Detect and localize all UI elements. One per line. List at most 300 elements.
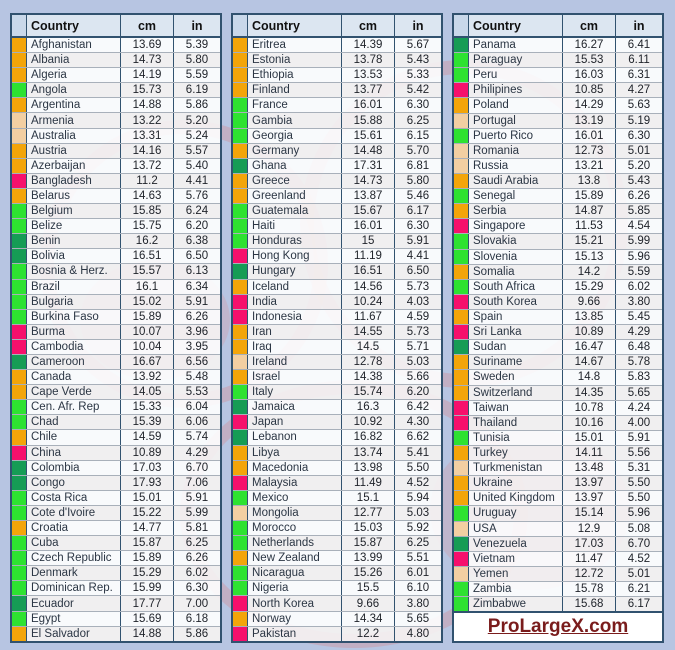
color-swatch — [454, 401, 469, 415]
cm-value-cell: 15.01 — [562, 431, 615, 445]
table-rows — [12, 38, 220, 641]
table-row — [233, 38, 441, 53]
table-row — [233, 385, 441, 400]
color-swatch — [233, 596, 248, 610]
cm-value-cell: 15.88 — [341, 113, 394, 127]
cm-value-cell: 15.73 — [120, 83, 173, 97]
color-swatch — [233, 159, 248, 173]
color-swatch — [233, 234, 248, 248]
cm-value-cell: 11.47 — [562, 552, 615, 566]
in-value-cell: 6.50 — [394, 264, 441, 278]
color-swatch — [233, 98, 248, 112]
table-row — [233, 53, 441, 68]
color-swatch — [233, 189, 248, 203]
cm-column-header: cm — [341, 15, 394, 36]
cm-value-cell: 14.35 — [562, 386, 615, 400]
cm-value-cell: 16.01 — [562, 129, 615, 143]
table-row — [12, 83, 220, 98]
in-value-cell: 5.63 — [615, 98, 662, 112]
in-value-cell: 5.91 — [173, 295, 220, 309]
in-value-cell: 6.24 — [173, 204, 220, 218]
color-swatch — [233, 385, 248, 399]
in-value-cell: 6.10 — [394, 581, 441, 595]
table-row — [454, 159, 662, 174]
color-swatch — [454, 552, 469, 566]
table-row — [12, 521, 220, 536]
color-swatch — [233, 113, 248, 127]
color-swatch — [12, 506, 27, 520]
table-row — [233, 370, 441, 385]
color-swatch — [454, 537, 469, 551]
cm-value-cell: 12.77 — [341, 506, 394, 520]
table-row — [12, 461, 220, 476]
cm-value-cell: 11.53 — [562, 219, 615, 233]
in-value-cell: 5.57 — [173, 144, 220, 158]
table-row — [233, 340, 441, 355]
country-cell: Malaysia — [252, 476, 298, 489]
country-cell: Estonia — [252, 54, 291, 67]
color-swatch — [454, 476, 469, 490]
country-cell: Benin — [31, 235, 61, 248]
country-cell: Egypt — [31, 612, 61, 625]
cm-value-cell: 15.03 — [341, 521, 394, 535]
table-row — [233, 219, 441, 234]
country-cell: Singapore — [473, 220, 526, 233]
table-row — [454, 386, 662, 401]
color-swatch — [233, 521, 248, 535]
in-value-cell: 5.66 — [394, 370, 441, 384]
table-row — [12, 612, 220, 627]
color-swatch — [12, 295, 27, 309]
cm-value-cell: 15.01 — [120, 491, 173, 505]
cm-value-cell: 13.99 — [341, 551, 394, 565]
cm-value-cell: 12.72 — [562, 567, 615, 581]
cm-value-cell: 13.72 — [120, 159, 173, 173]
cm-value-cell: 13.22 — [120, 113, 173, 127]
cm-value-cell: 17.77 — [120, 596, 173, 610]
country-cell: Chad — [31, 416, 59, 429]
in-value-cell: 5.78 — [615, 355, 662, 369]
table-row — [12, 551, 220, 566]
in-value-cell: 5.73 — [394, 325, 441, 339]
color-swatch — [454, 506, 469, 520]
in-value-cell: 5.80 — [173, 53, 220, 67]
country-cell: Austria — [31, 144, 67, 157]
country-table-1 — [10, 13, 222, 643]
color-swatch — [12, 219, 27, 233]
cm-value-cell: 15.57 — [120, 264, 173, 278]
table-row — [12, 38, 220, 53]
table-row — [454, 537, 662, 552]
country-cell: Afghanistan — [31, 39, 92, 52]
country-cell: Cambodia — [31, 340, 84, 353]
country-cell: Cape Verde — [31, 386, 92, 399]
cm-value-cell: 9.66 — [562, 295, 615, 309]
color-swatch — [12, 83, 27, 97]
table-row — [233, 506, 441, 521]
in-value-cell: 5.01 — [615, 144, 662, 158]
cm-value-cell: 13.8 — [562, 174, 615, 188]
in-value-cell: 5.83 — [615, 370, 662, 384]
country-cell: Haiti — [252, 220, 276, 233]
country-size-tables — [10, 13, 664, 643]
table-row — [12, 430, 220, 445]
country-cell: Lebanon — [252, 431, 297, 444]
color-swatch — [12, 581, 27, 595]
cm-value-cell: 16.67 — [120, 355, 173, 369]
in-value-cell: 6.70 — [173, 461, 220, 475]
table-row — [454, 431, 662, 446]
color-swatch — [233, 264, 248, 278]
cm-value-cell: 14.88 — [120, 98, 173, 112]
table-row — [454, 325, 662, 340]
cm-value-cell: 15.87 — [341, 536, 394, 550]
country-cell: Philipines — [473, 84, 523, 97]
table-row — [454, 416, 662, 431]
country-cell: Iraq — [252, 340, 272, 353]
color-swatch — [233, 219, 248, 233]
table-row — [454, 234, 662, 249]
cm-value-cell: 10.89 — [120, 446, 173, 460]
in-value-cell: 5.03 — [394, 355, 441, 369]
cm-value-cell: 14.34 — [341, 612, 394, 626]
color-swatch — [233, 280, 248, 294]
color-swatch — [454, 386, 469, 400]
table-row — [454, 340, 662, 355]
table-row — [233, 295, 441, 310]
cm-value-cell: 14.16 — [120, 144, 173, 158]
in-value-cell: 5.56 — [615, 446, 662, 460]
in-value-cell: 5.96 — [615, 506, 662, 520]
country-cell: Sudan — [473, 341, 507, 354]
table-row — [233, 234, 441, 249]
color-swatch — [233, 400, 248, 414]
cm-value-cell: 14.05 — [120, 385, 173, 399]
cm-value-cell: 15.69 — [120, 612, 173, 626]
table-row — [454, 461, 662, 476]
cm-value-cell: 17.31 — [341, 159, 394, 173]
country-cell: Dominican Rep. — [31, 582, 113, 595]
country-cell: Senegal — [473, 190, 516, 203]
country-cell: Venezuela — [473, 537, 527, 550]
country-cell: Bangladesh — [31, 174, 92, 187]
in-value-cell: 6.26 — [173, 310, 220, 324]
in-value-cell: 6.20 — [173, 219, 220, 233]
in-value-cell: 6.30 — [394, 98, 441, 112]
cm-value-cell: 15.53 — [562, 53, 615, 67]
color-swatch — [233, 627, 248, 641]
in-value-cell: 5.45 — [615, 310, 662, 324]
cm-value-cell: 15 — [341, 234, 394, 248]
color-swatch — [454, 98, 469, 112]
in-value-cell: 5.43 — [615, 174, 662, 188]
table-row — [12, 581, 220, 596]
in-value-cell: 4.52 — [615, 552, 662, 566]
in-value-cell: 3.96 — [173, 325, 220, 339]
color-swatch — [233, 355, 248, 369]
country-cell: Turkmenistan — [473, 462, 543, 475]
cm-value-cell: 10.07 — [120, 325, 173, 339]
cm-value-cell: 15.74 — [341, 385, 394, 399]
table-row — [233, 566, 441, 581]
country-table-3 — [452, 13, 664, 643]
country-cell: Poland — [473, 99, 509, 112]
color-swatch — [12, 521, 27, 535]
in-value-cell: 6.11 — [615, 53, 662, 67]
table-row — [454, 506, 662, 521]
country-cell: Costa Rica — [31, 491, 88, 504]
country-cell: Canada — [31, 371, 72, 384]
color-swatch — [233, 295, 248, 309]
in-value-cell: 5.85 — [615, 204, 662, 218]
cm-value-cell: 13.74 — [341, 446, 394, 460]
in-value-cell: 4.24 — [615, 401, 662, 415]
site-link-cell[interactable] — [454, 611, 662, 641]
color-swatch — [12, 113, 27, 127]
country-column-header: Country — [31, 18, 79, 33]
table-row — [12, 98, 220, 113]
country-cell: Georgia — [252, 129, 293, 142]
table-row — [12, 280, 220, 295]
cm-value-cell: 16.3 — [341, 400, 394, 414]
table-row — [12, 295, 220, 310]
color-swatch — [454, 340, 469, 354]
country-column-header: Country — [252, 18, 300, 33]
cm-value-cell: 16.27 — [562, 38, 615, 52]
cm-value-cell: 13.97 — [562, 476, 615, 490]
color-swatch — [12, 234, 27, 248]
color-swatch — [233, 38, 248, 52]
color-swatch — [12, 310, 27, 324]
in-value-cell: 4.41 — [394, 249, 441, 263]
color-swatch — [12, 264, 27, 278]
country-cell: Japan — [252, 416, 284, 429]
color-swatch — [233, 204, 248, 218]
in-value-cell: 5.08 — [615, 522, 662, 536]
in-value-cell: 5.65 — [394, 612, 441, 626]
in-value-cell: 4.03 — [394, 295, 441, 309]
country-cell: Libya — [252, 446, 280, 459]
table-row — [233, 174, 441, 189]
country-cell: Australia — [31, 129, 76, 142]
table-row — [233, 280, 441, 295]
cm-value-cell: 14.55 — [341, 325, 394, 339]
cm-value-cell: 10.78 — [562, 401, 615, 415]
country-cell: Saudi Arabia — [473, 175, 539, 188]
country-cell: Honduras — [252, 235, 302, 248]
table-row — [233, 68, 441, 83]
color-swatch — [454, 204, 469, 218]
table-row — [12, 446, 220, 461]
country-cell: Italy — [252, 386, 274, 399]
country-cell: Burkina Faso — [31, 310, 99, 323]
in-value-cell: 5.86 — [173, 98, 220, 112]
table-row — [454, 370, 662, 385]
in-value-cell: 6.17 — [615, 597, 662, 611]
country-cell: North Korea — [252, 597, 315, 610]
in-value-cell: 5.86 — [173, 627, 220, 641]
in-column-header: in — [615, 15, 662, 36]
in-value-cell: 5.59 — [173, 68, 220, 82]
color-swatch — [12, 385, 27, 399]
country-cell: Netherlands — [252, 537, 315, 550]
cm-value-cell: 11.67 — [341, 310, 394, 324]
color-swatch — [454, 597, 469, 611]
color-swatch — [454, 219, 469, 233]
table-row — [454, 250, 662, 265]
in-value-cell: 6.20 — [394, 385, 441, 399]
in-value-cell: 5.50 — [615, 491, 662, 505]
country-cell: Slovenia — [473, 250, 518, 263]
in-value-cell: 6.21 — [615, 582, 662, 596]
table-row — [454, 355, 662, 370]
country-cell: Belize — [31, 220, 63, 233]
country-cell: Vietnam — [473, 552, 515, 565]
table-row — [454, 129, 662, 144]
country-cell: Slovakia — [473, 235, 517, 248]
cm-value-cell: 9.66 — [341, 596, 394, 610]
table-row — [12, 113, 220, 128]
table-row — [454, 552, 662, 567]
country-cell: Ethiopia — [252, 69, 294, 82]
cm-value-cell: 14.8 — [562, 370, 615, 384]
in-value-cell: 4.30 — [394, 415, 441, 429]
in-value-cell: 6.25 — [394, 536, 441, 550]
country-cell: Eritrea — [252, 39, 286, 52]
table-row — [233, 461, 441, 476]
cm-column-header: cm — [120, 15, 173, 36]
in-value-cell: 5.99 — [173, 506, 220, 520]
color-swatch — [233, 325, 248, 339]
cm-value-cell: 15.22 — [120, 506, 173, 520]
table-row — [12, 174, 220, 189]
in-value-cell: 4.52 — [394, 476, 441, 490]
table-row — [454, 401, 662, 416]
country-cell: Colombia — [31, 461, 80, 474]
table-row — [12, 627, 220, 641]
site-link[interactable]: ProLargeX.com — [487, 616, 629, 637]
table-row — [454, 219, 662, 234]
color-swatch — [233, 310, 248, 324]
in-value-cell: 5.24 — [173, 129, 220, 143]
color-swatch — [454, 522, 469, 536]
table-row — [454, 491, 662, 506]
in-value-cell: 5.01 — [615, 567, 662, 581]
color-swatch — [12, 536, 27, 550]
in-value-cell: 5.59 — [615, 265, 662, 279]
country-cell: Azerbaijan — [31, 159, 86, 172]
color-swatch — [233, 476, 248, 490]
color-swatch — [12, 627, 27, 641]
in-value-cell: 5.91 — [615, 431, 662, 445]
cm-value-cell: 14.59 — [120, 430, 173, 444]
cm-value-cell: 15.68 — [562, 597, 615, 611]
color-swatch — [454, 310, 469, 324]
country-cell: Ukraine — [473, 477, 513, 490]
country-cell: Denmark — [31, 567, 78, 580]
color-swatch — [12, 204, 27, 218]
table-rows — [233, 38, 441, 641]
color-swatch — [233, 461, 248, 475]
color-swatch — [12, 159, 27, 173]
color-swatch — [454, 446, 469, 460]
cm-value-cell: 15.14 — [562, 506, 615, 520]
color-swatch — [233, 83, 248, 97]
in-value-cell: 6.42 — [394, 400, 441, 414]
country-cell: Taiwan — [473, 401, 509, 414]
in-value-cell: 5.31 — [615, 461, 662, 475]
country-cell: Yemen — [473, 567, 509, 580]
color-swatch — [12, 280, 27, 294]
country-cell: Iran — [252, 325, 272, 338]
color-swatch — [12, 400, 27, 414]
color-swatch — [233, 506, 248, 520]
cm-value-cell: 15.02 — [120, 295, 173, 309]
in-value-cell: 4.59 — [394, 310, 441, 324]
in-value-cell: 6.62 — [394, 430, 441, 444]
color-swatch — [454, 234, 469, 248]
cm-value-cell: 17.03 — [120, 461, 173, 475]
table-row — [454, 174, 662, 189]
table-row — [454, 476, 662, 491]
country-cell: Nicaragua — [252, 567, 305, 580]
cm-value-cell: 13.97 — [562, 491, 615, 505]
cm-value-cell: 16.2 — [120, 234, 173, 248]
in-value-cell: 6.30 — [173, 581, 220, 595]
country-cell: Chile — [31, 431, 58, 444]
country-cell: Puerto Rico — [473, 129, 534, 142]
country-cell: Argentina — [31, 99, 81, 112]
cm-value-cell: 14.48 — [341, 144, 394, 158]
in-value-cell: 6.17 — [394, 204, 441, 218]
in-value-cell: 5.73 — [394, 280, 441, 294]
in-value-cell: 5.92 — [394, 521, 441, 535]
cm-value-cell: 15.87 — [120, 536, 173, 550]
in-value-cell: 5.94 — [394, 491, 441, 505]
table-row — [233, 249, 441, 264]
in-value-cell: 5.74 — [173, 430, 220, 444]
country-cell: Albania — [31, 54, 70, 67]
table-row — [233, 430, 441, 445]
table-row — [454, 38, 662, 53]
cm-value-cell: 15.1 — [341, 491, 394, 505]
cm-value-cell: 16.01 — [341, 219, 394, 233]
table-row — [12, 204, 220, 219]
table-row — [233, 129, 441, 144]
color-swatch — [454, 159, 469, 173]
in-value-cell: 4.27 — [615, 83, 662, 97]
table-row — [12, 476, 220, 491]
table-row — [233, 144, 441, 159]
cm-value-cell: 15.99 — [120, 581, 173, 595]
color-swatch — [12, 415, 27, 429]
table-row — [454, 522, 662, 537]
country-cell: South Korea — [473, 295, 537, 308]
table-row — [12, 144, 220, 159]
country-cell: Panama — [473, 39, 516, 52]
in-value-cell: 6.30 — [615, 129, 662, 143]
color-swatch — [12, 53, 27, 67]
country-cell: Finland — [252, 84, 290, 97]
table-row — [233, 581, 441, 596]
in-value-cell: 6.06 — [173, 415, 220, 429]
color-swatch — [12, 430, 27, 444]
country-cell: Belgium — [31, 205, 73, 218]
table-row — [454, 114, 662, 129]
country-cell: Bulgaria — [31, 295, 74, 308]
in-value-cell: 5.70 — [394, 144, 441, 158]
color-swatch — [454, 461, 469, 475]
